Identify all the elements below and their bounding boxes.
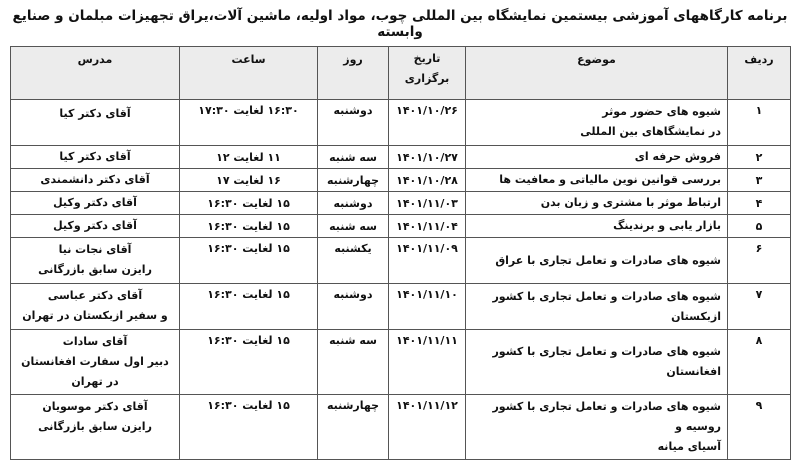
table-row	[11, 100, 791, 146]
cell-line: شیوه های حضور موثر	[602, 105, 721, 118]
cell-day: یکشنبه	[318, 238, 389, 284]
cell-teacher	[11, 284, 180, 330]
cell-line: آقای دکتر وکیل	[53, 196, 137, 209]
cell-index: ۹	[728, 395, 791, 460]
header-index: ردیف	[728, 47, 791, 100]
cell-time: ۱۵ لغایت ۱۶:۳۰	[180, 215, 318, 238]
cell-teacher	[11, 192, 180, 215]
cell-line: بررسی قوانین نوین مالیاتی و معافیت ها	[499, 173, 721, 186]
table-row	[11, 395, 791, 460]
cell-line: آقای دکتر دانشمندی	[40, 173, 150, 186]
cell-teacher	[11, 146, 180, 169]
table-row	[11, 192, 791, 215]
table-row	[11, 169, 791, 192]
cell-topic	[466, 169, 728, 192]
cell-line: آقای دکتر موسویان	[42, 400, 148, 413]
cell-line: رایزن سابق بازرگانی	[38, 420, 152, 433]
cell-line: آقای دکتر وکیل	[53, 219, 137, 232]
cell-topic	[466, 284, 728, 330]
cell-day: دوشنبه	[318, 192, 389, 215]
cell-teacher	[11, 100, 180, 146]
cell-index: ۵	[728, 215, 791, 238]
cell-teacher	[11, 330, 180, 395]
page-title: برنامه کارگاههای آموزشی بیستمین نمایشگاه بین المللی چوب، مواد اولیه، ماشین آلات،یراق تجهیزات مبلمان و صنایع وابسته	[12, 8, 788, 40]
cell-date: ۱۴۰۱/۱۱/۰۴	[389, 215, 466, 238]
cell-day: سه شنبه	[318, 215, 389, 238]
cell-line: شیوه های صادرات و تعامل تجاری با عراق	[495, 253, 721, 267]
cell-date: ۱۴۰۱/۱۰/۲۶	[389, 100, 466, 146]
cell-topic	[466, 192, 728, 215]
cell-date: ۱۴۰۱/۱۱/۱۱	[389, 330, 466, 395]
cell-teacher	[11, 238, 180, 284]
header-time: ساعت	[180, 47, 318, 100]
cell-date: ۱۴۰۱/۱۰/۲۸	[389, 169, 466, 192]
header-topic: موضوع	[466, 47, 728, 100]
cell-topic	[466, 395, 728, 460]
cell-index: ۲	[728, 146, 791, 169]
cell-teacher	[11, 215, 180, 238]
cell-day: سه شنبه	[318, 146, 389, 169]
cell-time: ۱۵ لغایت ۱۶:۳۰	[180, 238, 318, 284]
cell-line: در نمایشگاهای بین المللی	[580, 125, 721, 138]
cell-line: دبیر اول سفارت افغانستان در تهران	[21, 355, 169, 388]
header-day: روز	[318, 47, 389, 100]
cell-topic	[466, 146, 728, 169]
cell-line: شیوه های صادرات و تعامل تجاری با کشور افغانستان	[492, 345, 721, 378]
cell-time: ۱۵ لغایت ۱۶:۳۰	[180, 284, 318, 330]
cell-teacher	[11, 395, 180, 460]
cell-time: ۱۶:۳۰ لغایت ۱۷:۳۰	[180, 100, 318, 146]
cell-day: سه شنبه	[318, 330, 389, 395]
table-row	[11, 215, 791, 238]
cell-line: و سفیر ازبکستان در تهران	[22, 309, 168, 322]
cell-line: شیوه های صادرات و تعامل تجاری با کشور روسیه و	[492, 400, 721, 433]
cell-day: چهارشنبه	[318, 395, 389, 460]
cell-line: فروش حرفه ای	[634, 150, 721, 163]
cell-index: ۶	[728, 238, 791, 284]
cell-line: آقای دکتر کیا	[59, 107, 131, 120]
cell-date: ۱۴۰۱/۱۱/۱۲	[389, 395, 466, 460]
table-row	[11, 284, 791, 330]
cell-time: ۱۵ لغایت ۱۶:۳۰	[180, 330, 318, 395]
header-row	[11, 47, 791, 100]
cell-index: ۴	[728, 192, 791, 215]
cell-time: ۱۵ لغایت ۱۶:۳۰	[180, 395, 318, 460]
cell-line: آسیای میانه	[657, 440, 721, 453]
cell-index: ۸	[728, 330, 791, 395]
cell-date: ۱۴۰۱/۱۱/۰۹	[389, 238, 466, 284]
cell-line: بازار یابی و برندینگ	[613, 219, 721, 232]
header-teacher: مدرس	[11, 47, 180, 100]
cell-line: ارتباط موثر با مشتری و زبان بدن	[540, 196, 721, 209]
table-row	[11, 146, 791, 169]
header-date: تاریخ برگزاری	[389, 47, 466, 100]
cell-day: دوشنبه	[318, 100, 389, 146]
cell-line: آقای سادات	[62, 335, 128, 348]
table-row	[11, 330, 791, 395]
cell-time: ۱۱ لغایت ۱۲	[180, 146, 318, 169]
cell-teacher	[11, 169, 180, 192]
cell-index: ۱	[728, 100, 791, 146]
cell-topic	[466, 215, 728, 238]
cell-line: آقای نجات نیا	[58, 243, 132, 256]
cell-line: آقای دکتر کیا	[59, 150, 131, 163]
cell-date: ۱۴۰۱/۱۱/۰۳	[389, 192, 466, 215]
cell-topic	[466, 100, 728, 146]
cell-day: چهارشنبه	[318, 169, 389, 192]
cell-line: شیوه های صادرات و تعامل تجاری با کشور ازبکستان	[492, 289, 721, 323]
cell-topic	[466, 330, 728, 395]
cell-topic	[466, 238, 728, 284]
cell-index: ۳	[728, 169, 791, 192]
table-row	[11, 238, 791, 284]
cell-date: ۱۴۰۱/۱۰/۲۷	[389, 146, 466, 169]
cell-index: ۷	[728, 284, 791, 330]
cell-line: رایزن سابق بازرگانی	[38, 263, 152, 276]
cell-day: دوشنبه	[318, 284, 389, 330]
cell-time: ۱۶ لغایت ۱۷	[180, 169, 318, 192]
cell-time: ۱۵ لغایت ۱۶:۳۰	[180, 192, 318, 215]
workshop-table	[10, 46, 791, 460]
cell-line: آقای دکتر عباسی	[47, 289, 143, 302]
cell-date: ۱۴۰۱/۱۱/۱۰	[389, 284, 466, 330]
